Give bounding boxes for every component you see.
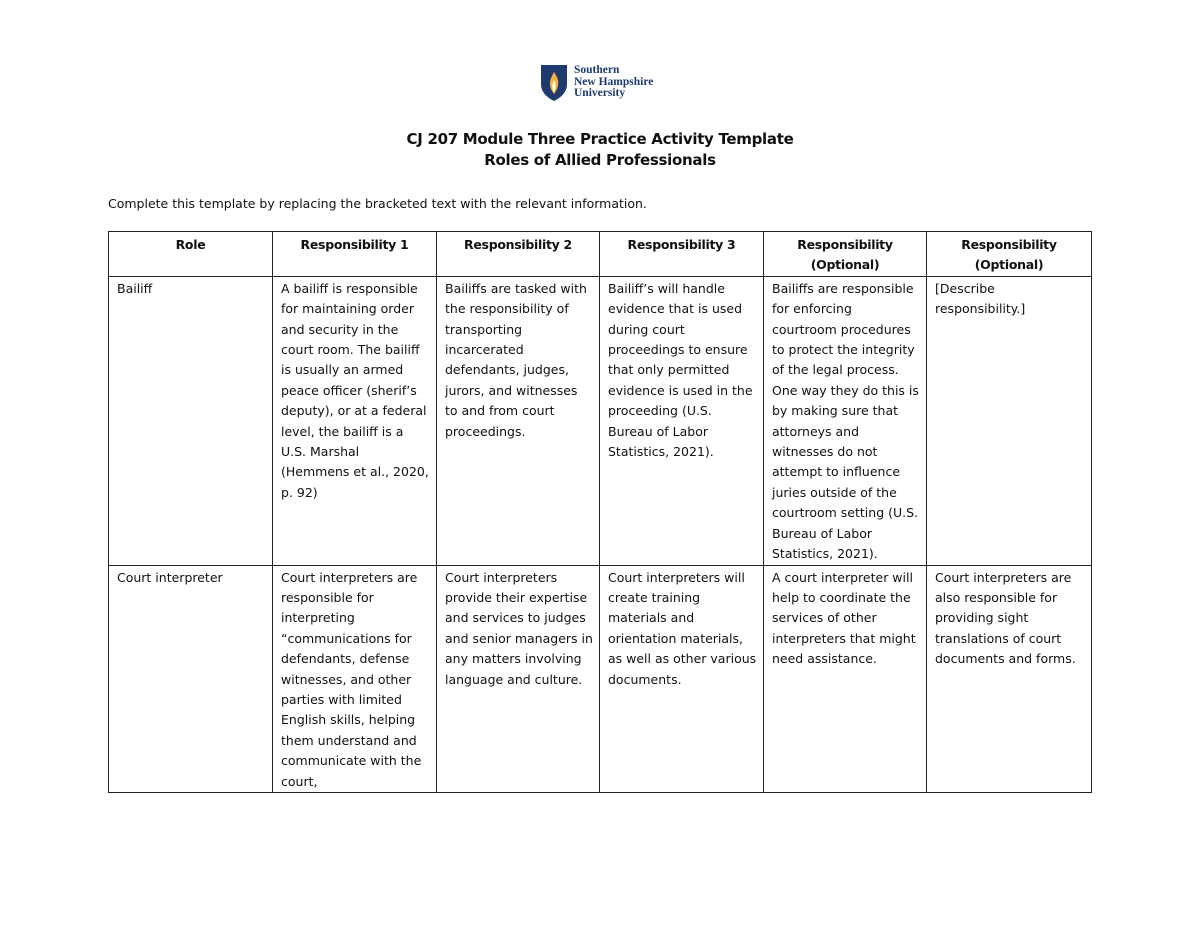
university-wordmark [574, 65, 653, 100]
document-title: CJ 207 Module Three Practice Activity Template [406, 130, 794, 148]
header-responsibility-optional-2: Responsibility (Optional) [927, 232, 1092, 277]
header-responsibility-2: Responsibility 2 [437, 232, 600, 277]
table-cell: Court interpreter [109, 565, 273, 792]
logo-line-3: University [574, 87, 626, 99]
header-responsibility-1: Responsibility 1 [273, 232, 437, 277]
logo-line-2: New Hampshire [574, 75, 654, 88]
table-cell: A court interpreter will help to coordinate the services of other interpreters that might need assistance. [764, 565, 927, 792]
table-cell: Bailiff’s will handle evidence that is used during court proceedings to ensure that only permitted evidence is used in the proceeding (U.S. Bureau of Labor Statistics, 2021). [600, 276, 764, 565]
document-subtitle: Roles of Allied Professionals [484, 151, 716, 169]
table-cell: Court interpreters are responsible for interpreting “communications for defendants, defense witnesses, and other parties with limited English skills, helping them understand and communicate with the court, [273, 565, 437, 792]
table-row-court-interpreter [109, 565, 1092, 792]
table-cell: Court interpreters are also responsible for providing sight translations of court documents and forms. [927, 565, 1092, 792]
instructions-text: Complete this template by replacing the bracketed text with the relevant information. [108, 196, 647, 211]
header-responsibility-optional-1: Responsibility (Optional) [764, 232, 927, 277]
table-cell: Bailiffs are responsible for enforcing courtroom procedures to protect the integrity of the legal process. One way they do this is by making sure that attorneys and witnesses do not attempt to influence juries outside of the courtroom setting (U.S. Bureau of Labor Statistics, 2021). [764, 276, 927, 565]
table-cell: Bailiff [109, 276, 273, 565]
table-cell: Court interpreters will create training materials and orientation materials, as well as other various documents. [600, 565, 764, 792]
logo-line-1: Southern [574, 64, 620, 76]
header-role: Role [109, 232, 273, 277]
roles-table [108, 231, 1092, 793]
table-cell: Bailiffs are tasked with the responsibility of transporting incarcerated defendants, judges, jurors, and witnesses to and from court proceedings. [437, 276, 600, 565]
header-responsibility-3: Responsibility 3 [600, 232, 764, 277]
table-cell: A bailiff is responsible for maintaining order and security in the court room. The bailiff is usually an armed peace officer (sherif’s deputy), or at a federal level, the bailiff is a U.S. Marshal (Hemmens et al., 2020, p. 92) [273, 276, 437, 565]
table-header-row [109, 232, 1092, 277]
university-logo [540, 64, 653, 102]
table-cell: [Describe responsibility.] [927, 276, 1092, 565]
table-row-bailiff [109, 276, 1092, 565]
shield-flame-icon [540, 64, 568, 102]
table-cell: Court interpreters provide their expertise and services to judges and senior managers in any matters involving language and culture. [437, 565, 600, 792]
